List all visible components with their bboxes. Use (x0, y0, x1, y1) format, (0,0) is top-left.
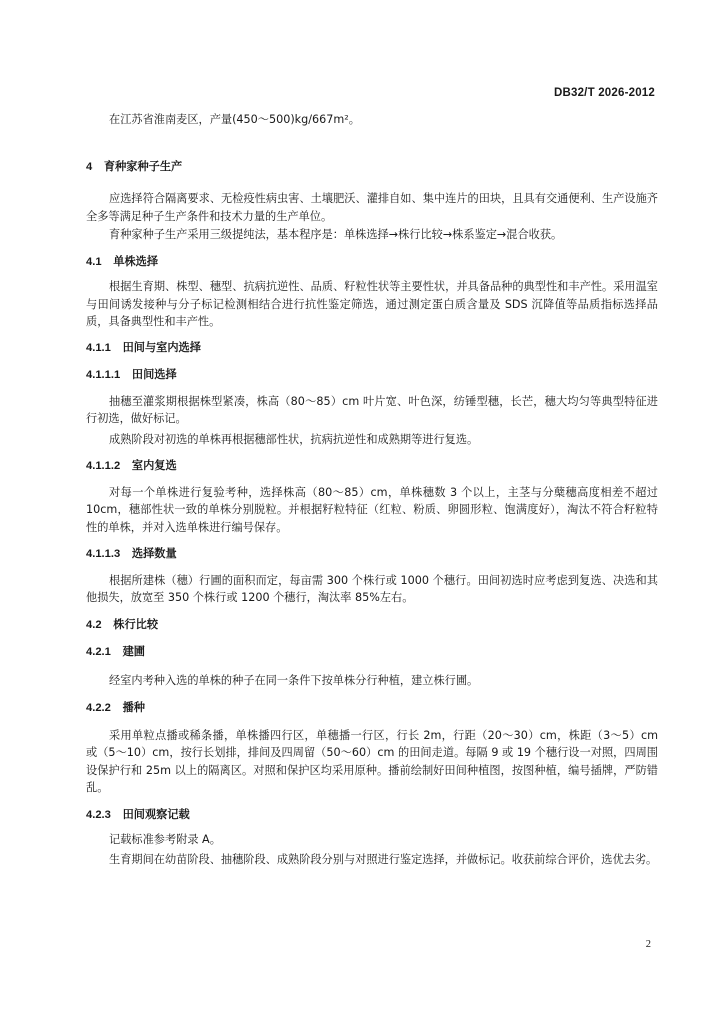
section-title: 田间观察记载 (122, 807, 190, 821)
page-number: 2 (645, 939, 651, 950)
section-heading (86, 339, 658, 358)
paragraph: 成熟阶段对初选的单株再根据穗部性状，抗病抗逆性和成熟期等进行复选。 (109, 432, 479, 446)
section-number: 4.1.1.2 (86, 460, 121, 472)
section-heading (86, 806, 658, 825)
paragraph: 在江苏省淮南麦区，产量(450～500)kg/667m²。 (109, 113, 360, 126)
section-number: 4.2.1 (86, 646, 111, 658)
section-number: 4.1.1 (86, 341, 111, 354)
section-heading (86, 643, 658, 662)
section-title: 室内复选 (131, 459, 177, 472)
paragraph: 经室内考种入选的单株的种子在同一条件下按单株分行种植，建立株行圃。 (109, 673, 479, 687)
section-number: 4.1 (86, 255, 102, 268)
section-title: 单株选择 (113, 254, 159, 268)
paragraph: 根据所建株（穗）行圃的面积而定，每亩需 300 个株行或 1000 个穗行。田间初选时应考虑到复选、决选和其他损失，放宽至 350 个株行或 1200 个穗行，淘汰率 85%左右。 (86, 573, 658, 604)
paragraph: 抽穗至灌浆期根据株型紧凑，株高（80～85）cm 叶片宽、叶色深，纺锤型穗，长芒，穗大均匀等典型特征进行初选，做好标记。 (86, 394, 658, 425)
section-heading (86, 158, 658, 177)
standard-code: DB32/T 2026-2012 (553, 87, 655, 99)
paragraph: 采用单粒点播或稀条播，单株播四行区，单穗播一行区，行长 2m，行距（20～30）cm，株距（3～5）cm 或（5～10）cm，按行长划排，排间及四周留（50～60）cm 的田间走道。每隔 9 或 19 个穗行设一对照，四周围设保护行和 25m 以上的隔离区。对照和保护区均采用原种。播前绘制好田间种植图，按图种植，编号插牌，严防错乱。 (86, 728, 658, 794)
section-title: 选择数量 (131, 547, 177, 560)
paragraph: 对每一个单株进行复验考种，选择株高（80～85）cm，单株穗数 3 个以上，主茎与分蘖穗高度相差不超过 10cm，穗部性状一致的单株分别脱粒。并根据籽粒特征（红粒、粉质、卵圆形粒、饱满度好），淘汰不符合籽粒特性的单株，并对入选单株进行编号保存。 (86, 485, 658, 534)
section-title: 建圃 (122, 645, 145, 658)
paragraph: 根据生育期、株型、穗型、抗病抗逆性、品质、籽粒性状等主要性状，并具备品种的典型性和丰产性。采用温室与田间诱发接种与分子标记检测相结合进行抗性鉴定筛选，通过测定蛋白质含量及 SDS 沉降值等品质指标选择品质，具备典型性和丰产性。 (86, 280, 658, 328)
section-number: 4.1.1.1 (86, 369, 121, 381)
section-number: 4.2.3 (86, 808, 111, 821)
paragraph: 生育期间在幼苗阶段、抽穗阶段、成熟阶段分别与对照进行鉴定选择，并做标记。收获前综合评价，选优去劣。 (109, 852, 658, 866)
section-number: 4 (86, 160, 93, 173)
section-title: 田间选择 (131, 368, 177, 381)
section-title: 育种家种子生产 (103, 159, 183, 173)
section-number: 4.2.2 (86, 702, 111, 714)
section-heading (86, 457, 658, 476)
paragraph: 育种家种子生产采用三级提纯法，基本程序是：单株选择→株行比较→株系鉴定→混合收获。 (109, 228, 563, 241)
section-number: 4.2 (86, 618, 102, 631)
document-body (86, 108, 658, 868)
section-heading (86, 699, 658, 718)
section-heading (86, 616, 658, 635)
section-number: 4.1.1.3 (86, 548, 121, 560)
section-title: 株行比较 (113, 617, 159, 631)
section-heading (86, 253, 658, 272)
section-title: 田间与室内选择 (122, 340, 201, 354)
paragraph: 应选择符合隔离要求、无检疫性病虫害、土壤肥沃、灌排自如、集中连片的田块，且具有交通便利、生产设施齐全多等满足种子生产条件和技术力量的生产单位。 (86, 192, 658, 223)
paragraph: 记载标准参考附录 A。 (109, 833, 221, 846)
section-title: 播种 (122, 701, 145, 714)
section-heading (86, 545, 658, 564)
section-heading (86, 366, 658, 385)
